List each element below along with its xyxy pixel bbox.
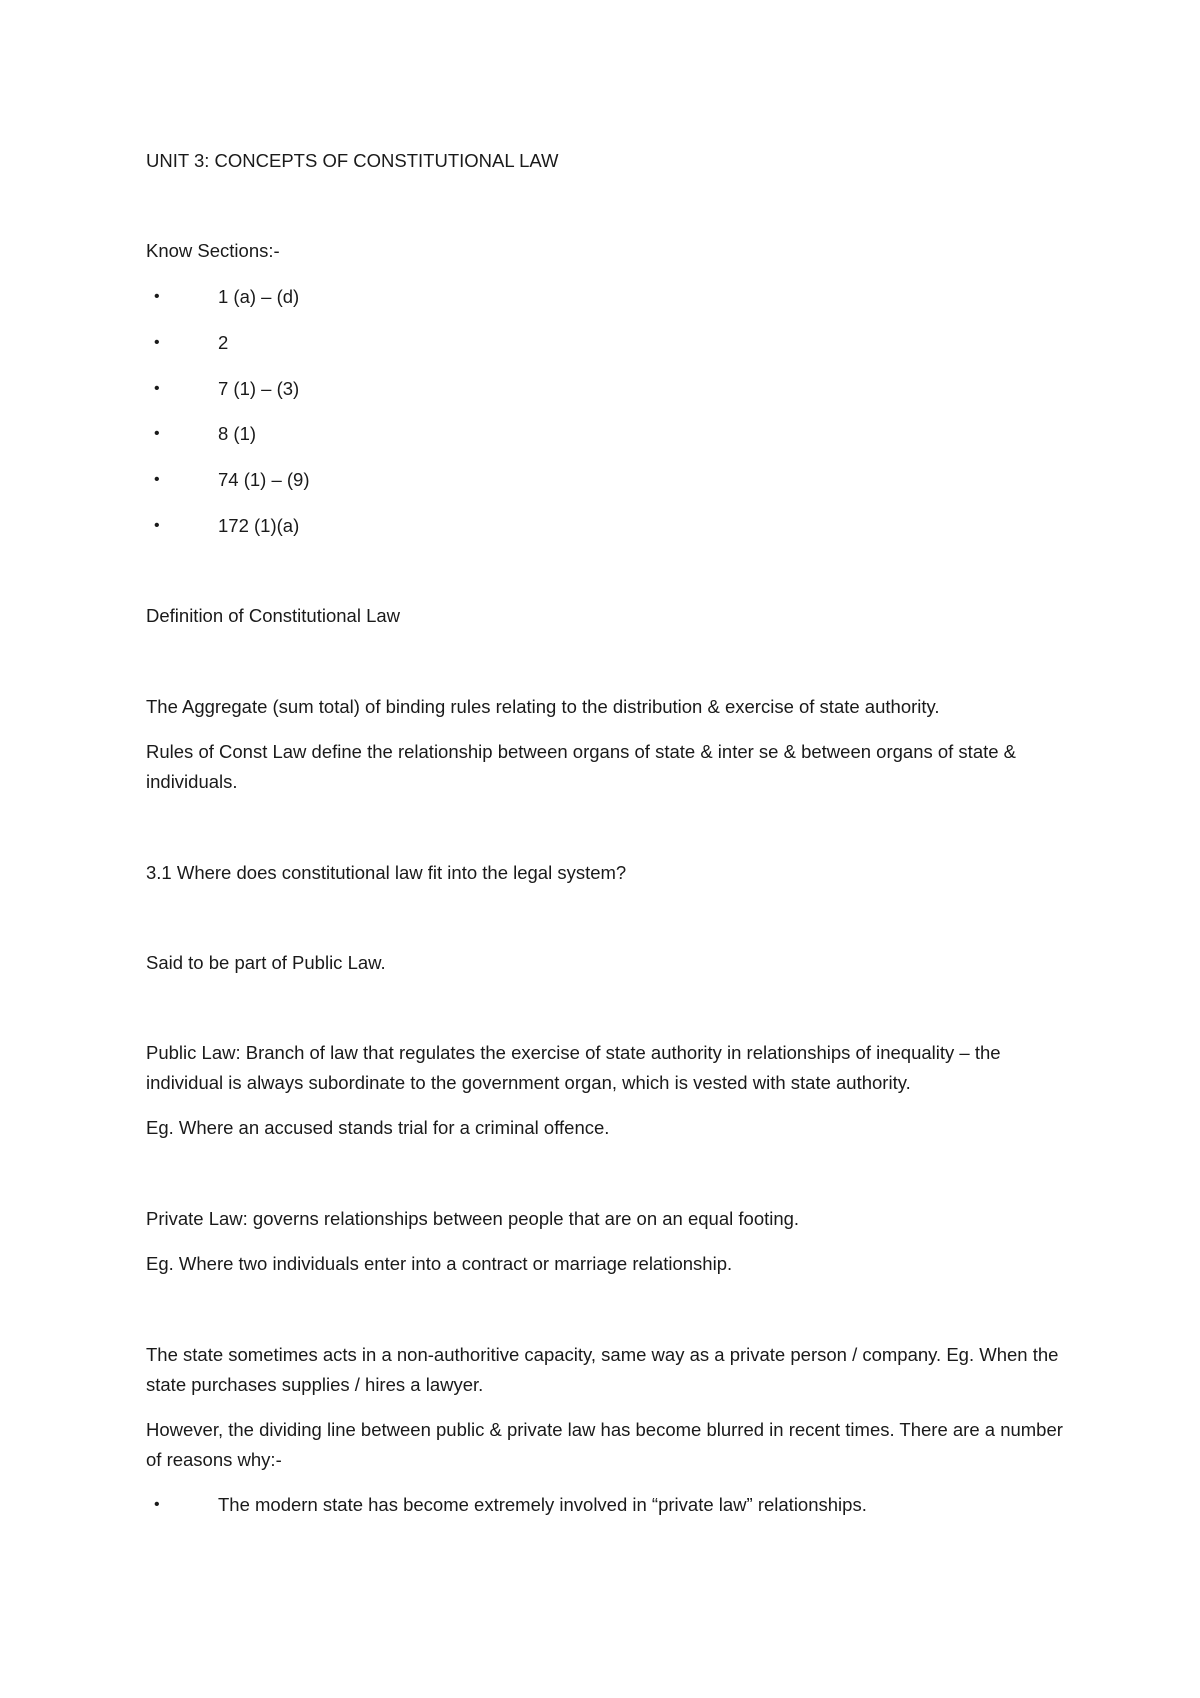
bullet-icon: •: [154, 1496, 160, 1513]
bullet-icon: •: [154, 425, 160, 442]
section-ref: 8 (1): [218, 423, 257, 444]
know-sections-label: Know Sections:-: [146, 240, 280, 261]
document-title: UNIT 3: CONCEPTS OF CONSTITUTIONAL LAW: [146, 150, 559, 171]
section-ref: 172 (1)(a): [218, 515, 300, 536]
public-law-intro: Said to be part of Public Law.: [146, 952, 386, 973]
bullet-icon: •: [154, 517, 160, 534]
rules-text: Rules of Const Law define the relationship between organs of state & inter se & between organs of state & individuals.: [146, 741, 1017, 792]
section-heading: 3.1 Where does constitutional law fit into the legal system?: [146, 862, 627, 883]
bullet-icon: •: [154, 471, 160, 488]
bullet-icon: •: [154, 380, 160, 397]
private-law-definition: Private Law: governs relationships between people that are on an equal footing.: [146, 1208, 800, 1229]
section-ref: 74 (1) – (9): [218, 469, 310, 490]
bullet-icon: •: [154, 334, 160, 351]
definition-text: The Aggregate (sum total) of binding rules relating to the distribution & exercise of state authority.: [146, 696, 940, 717]
definition-heading: Definition of Constitutional Law: [146, 605, 401, 626]
public-law-example: Eg. Where an accused stands trial for a criminal offence.: [146, 1117, 610, 1138]
section-ref: 2: [218, 332, 229, 353]
blurred-line-text: However, the dividing line between public & private law has become blurred in recent times. There are a number of reasons why:-: [146, 1419, 1063, 1470]
public-law-definition: Public Law: Branch of law that regulates the exercise of state authority in relationships of inequality – the individual is always subordinate to the government organ, which is vested with state authority.: [146, 1042, 1001, 1093]
section-ref: 1 (a) – (d): [218, 286, 300, 307]
reason-text: The modern state has become extremely involved in “private law” relationships.: [218, 1494, 867, 1515]
section-ref: 7 (1) – (3): [218, 378, 300, 399]
private-law-example: Eg. Where two individuals enter into a contract or marriage relationship.: [146, 1253, 733, 1274]
bullet-icon: •: [154, 288, 160, 305]
state-capacity-text: The state sometimes acts in a non-authoritive capacity, same way as a private person / company. Eg. When the state purchases supplies / hires a lawyer.: [146, 1344, 1059, 1395]
